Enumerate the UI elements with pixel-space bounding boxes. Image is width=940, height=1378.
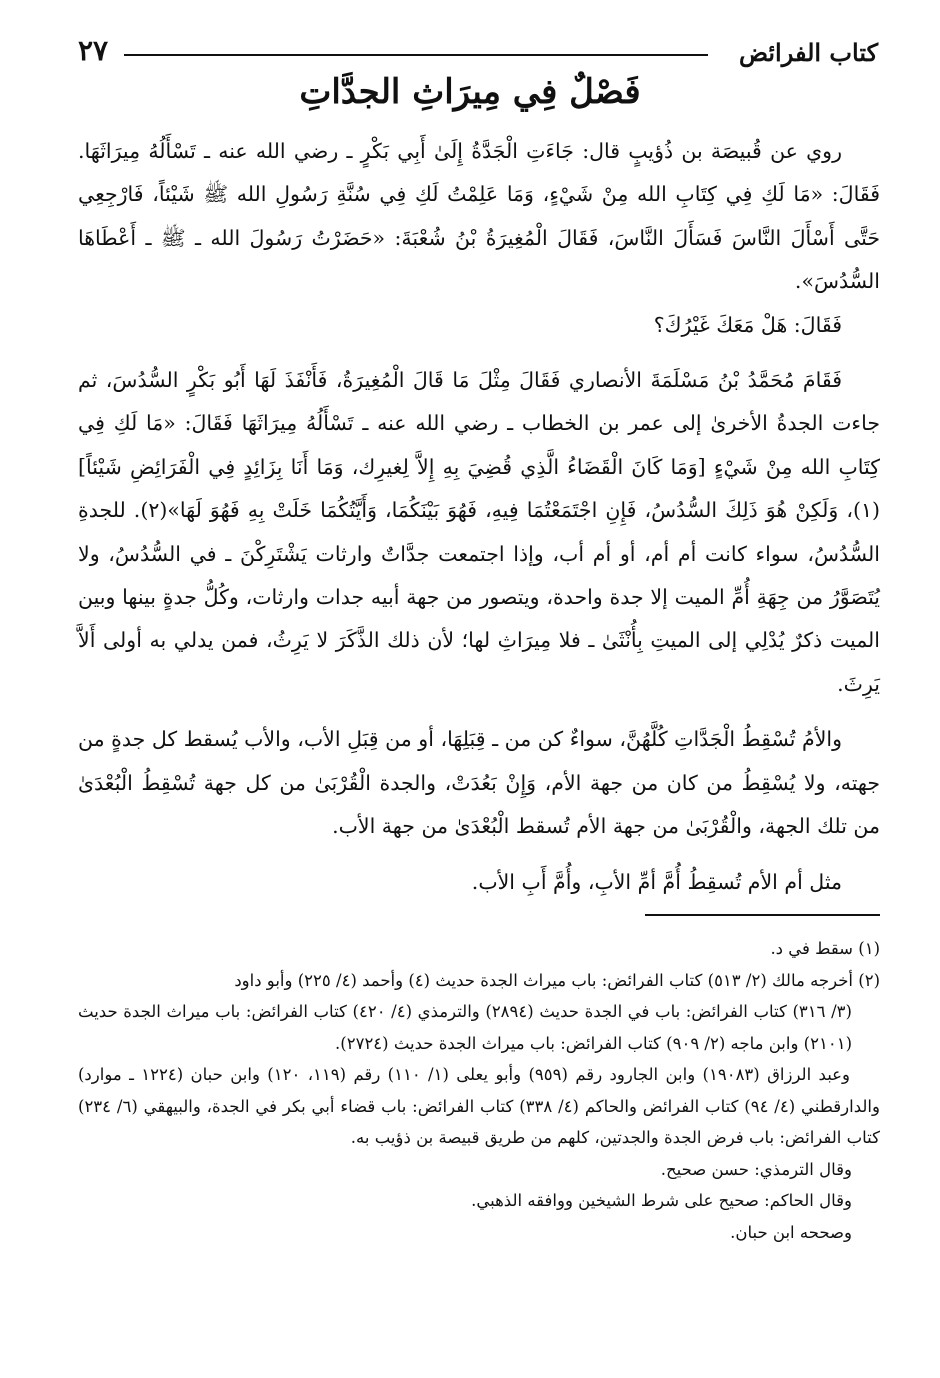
footnote-continuation: (٣/ ٣١٦) كتاب الفرائض: باب في الجدة حديث (٢٨٩٤) والترمذي (٤/ ٤٢٠) كتاب الفرائض: باب ميراث الجدة حديث (٢١٠١) وابن ماجه (٢/ ٩٠٩) كتاب الفرائض: باب ميراث الجدة حديث (٢٧٢٤). (78, 1002, 852, 1053)
footnote-grading: وقال الترمذي: حسن صحيح. (660, 1159, 852, 1179)
footnote-grading: وقال الحاكم: صحيح على شرط الشيخين ووافقه الذهبي. (471, 1191, 852, 1210)
footnote: (١) سقط في د. (770, 939, 880, 958)
paragraph: فَقَامَ مُحَمَّدُ بْنُ مَسْلَمَةَ الأنصاري فَقَالَ مِثْلَ مَا قَالَ الْمُغِيرَةُ، فَأَنْفَذَ لَهَا أَبُو بَكْرٍ السُّدُسَ، ثم جاءت الجدةُ الأخرىٰ إلى عمر بن الخطاب ـ رضي الله عنه ـ تَسْأَلُهُ مِيرَاثَهَا فَقَالَ: «مَا لَكِ فِي كِتَابِ الله مِنْ شَيْءٍ [وَمَا كَانَ الْقَضَاءُ الَّذِي قُضِيَ بِهِ إِلاَّ لِغيرِك، وَمَا أَنَا بِزَائِدٍ فِي الْفَرَائِضِ شَيْئاً](١)، وَلَكِنْ هُوَ ذَلِكَ السُّدُسُ، فَإِنِ اجْتَمَعْتُمَا فِيهِ، فَهُوَ بَيْنَكُمَا، وَأَيَّتُكُمَا خَلَتْ بِهِ فَهُوَ لَهَا»(٢). للجدةِ السُّدُسُ، سواء كانت أم أم، أو أم أب، وإذا اجتمعت جدَّاتٌ وارثات يَشْتَرِكْنَ ـ في السُّدُسُ، ولا يُتَصَوَّرُ من جِهَةِ أُمِّ الميت إلا جدة واحدة، ويتصور من جهة أبيه جدات وارثات، وكُلُّ جدةٍ بينها وبين الميت ذكرٌ يُدْلِي إلى الميتِ بِأُنْثَىٰ ـ فلا مِيرَاثِ لها؛ لأن ذلك الذَّكَرَ لا يَرِثُ، فمن يدلي به أولى أَلاَّ يَرِثَ. (78, 368, 880, 696)
chapter-title: فَصْلٌ فِي مِيرَاثِ الجدَّاتِ (299, 72, 641, 112)
paragraph: فَقَالَ: هَلْ مَعَكَ غَيْرُكَ؟ (653, 312, 842, 337)
paragraph: روي عن قُبيصَة بن ذُؤيبٍ قال: جَاءَتِ الْجَدَّةُ إِلَىٰ أَبِي بَكْرٍ ـ رضي الله عنه ـ تَسْأَلُهُ مِيرَاثَهَا. فَقَالَ: «مَا لَكِ فِي كِتَابِ الله مِنْ شَيْءٍ، وَمَا عَلِمْتُ لَكِ فِي سُنَّةِ رَسُولِ الله ﷺ شَيْئاً، فَارْجِعِي حَتَّى أَسْأَلَ النَّاسَ فَسَأَلَ النَّاسَ، فَقَالَ الْمُغِيرَةُ بْنُ شُعْبَةَ: «حَضَرْتُ رَسُولَ الله ـ ﷺ ـ أَعْطَاهَا السُّدُسَ». (78, 139, 880, 294)
page-number: ٢٧ (78, 34, 109, 67)
footnote: (٢) أخرجه مالك (٢/ ٥١٣) كتاب الفرائض: باب ميراث الجدة حديث (٤) وأحمد (٤/ ٢٢٥) وأبو داود (234, 970, 880, 990)
running-header (78, 30, 878, 70)
book-title: كتاب الفرائض (738, 38, 878, 67)
main-text (78, 130, 880, 904)
header-rule (124, 54, 708, 56)
footnote-grading: وصححه ابن حبان. (730, 1222, 852, 1242)
footnote-continuation: وعبد الرزاق (١٩٠٨٣) وابن الجارود رقم (٩٥٩) وأبو يعلى (١/ ١١٠) رقم (١١٩، ١٢٠) وابن حبان (١٢٢٤ ـ موارد) والدارقطني (٤/ ٩٤) كتاب الفرائض والحاكم (٤/ ٣٣٨) كتاب الفرائض: باب قضاء أبي بكر في الجدة، والبيهقي (٦/ ٢٣٤) كتاب الفرائض: باب فرض الجدة والجدتين، كلهم من طريق قبيصة بن ذؤيب به. (78, 1065, 880, 1147)
footnote-separator (645, 914, 880, 916)
paragraph: والأمُ تُسْقِطُ الْجَدَّاتِ كُلَّهُنَّ، سواءٌ كن من ـ قِبَلِهَا، أو من قِبَلِ الأب، والأب يُسقط كل جدةٍ من جهته، ولا يُسْقِطُ من كان من جهة الأم، وَإِنْ بَعُدَتْ، والجدة الْقُرْبَىٰ من كل جهة تُسْقِطُ الْبُعْدَىٰ من تلك الجهة، والْقُرْبَىٰ من جهة الأم تُسقط الْبُعْدَىٰ من جهة الأب. (78, 727, 880, 839)
footnotes (78, 933, 880, 1248)
paragraph: مثل أم الأم تُسقِطُ أُمَّ أمِّ الأبِ، وأُمَّ أَبِ الأب. (471, 869, 842, 894)
